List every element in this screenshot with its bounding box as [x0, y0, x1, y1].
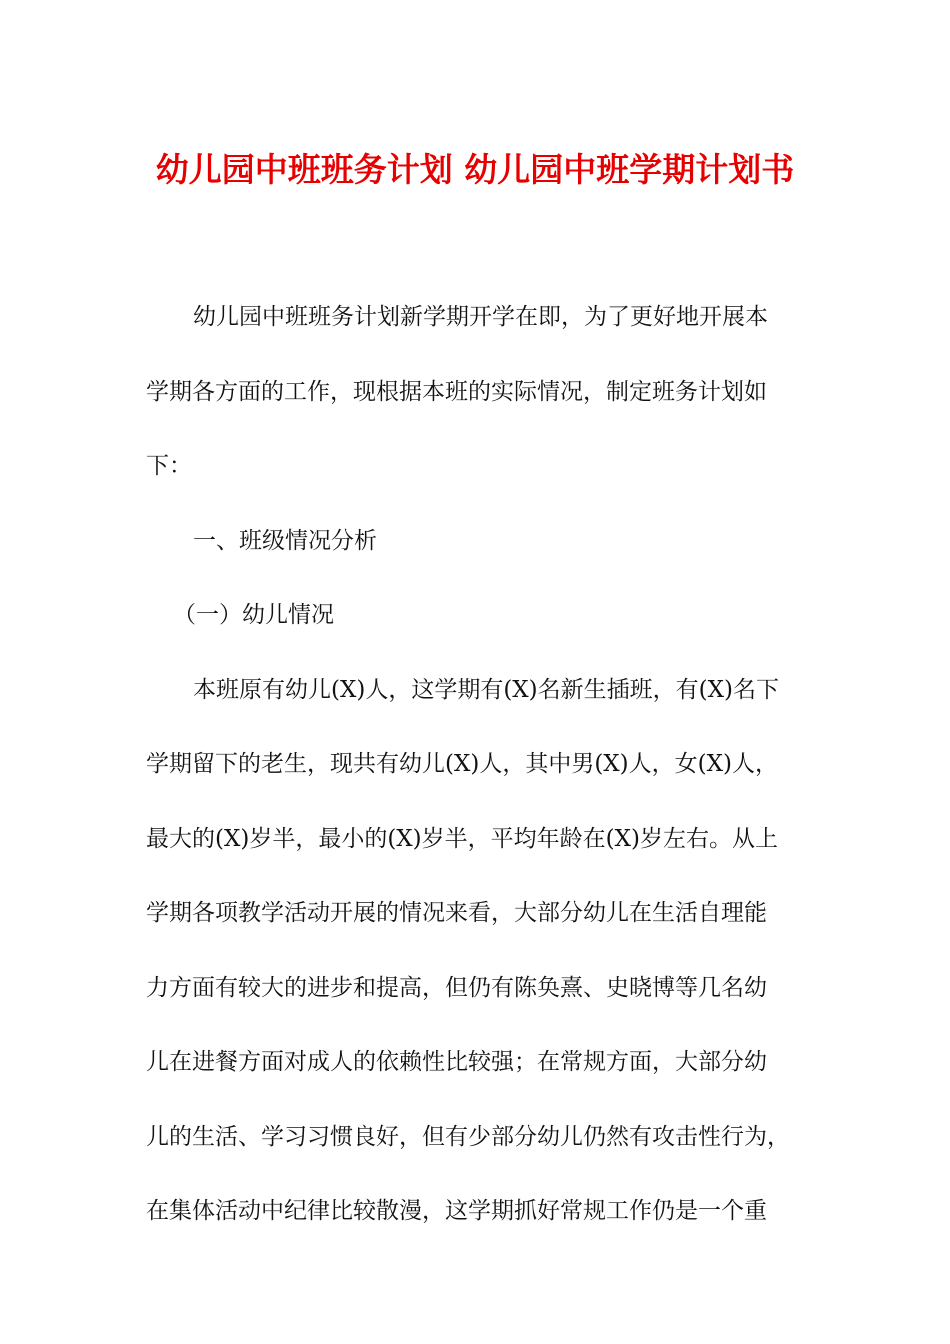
paragraph-line: 最大的(X)岁半，最小的(X)岁半，平均年龄在(X)岁左右。从上	[146, 825, 778, 852]
document-body	[146, 280, 806, 1249]
paragraph-line: 本班原有幼儿(X)人，这学期有(X)名新生插班，有(X)名下	[193, 676, 779, 703]
section-heading: 一、班级情况分析	[193, 527, 377, 554]
paragraph-line: 力方面有较大的进步和提高，但仍有陈奂熹、史晓博等几名幼	[146, 974, 767, 1001]
paragraph-line: 学期留下的老生，现共有幼儿(X)人，其中男(X)人，女(X)人，	[146, 751, 778, 777]
paragraph-line: 儿在进餐方面对成人的依赖性比较强；在常规方面，大部分幼	[146, 1049, 767, 1075]
paragraph-line: 学期各项教学活动开展的情况来看，大部分幼儿在生活自理能	[146, 900, 767, 926]
paragraph-line: 下：	[146, 453, 192, 479]
subsection-heading: （一）幼儿情况	[173, 602, 334, 628]
paragraph-line: 儿的生活、学习习惯良好，但有少部分幼儿仍然有攻击性行为，	[146, 1123, 790, 1150]
paragraph-line: 幼儿园中班班务计划新学期开学在即，为了更好地开展本	[193, 304, 768, 330]
paragraph-line: 学期各方面的工作，现根据本班的实际情况，制定班务计划如	[146, 378, 767, 405]
document-title: 幼儿园中班班务计划 幼儿园中班学期计划书	[155, 150, 795, 189]
paragraph-line: 在集体活动中纪律比较散漫，这学期抓好常规工作仍是一个重	[146, 1198, 767, 1224]
